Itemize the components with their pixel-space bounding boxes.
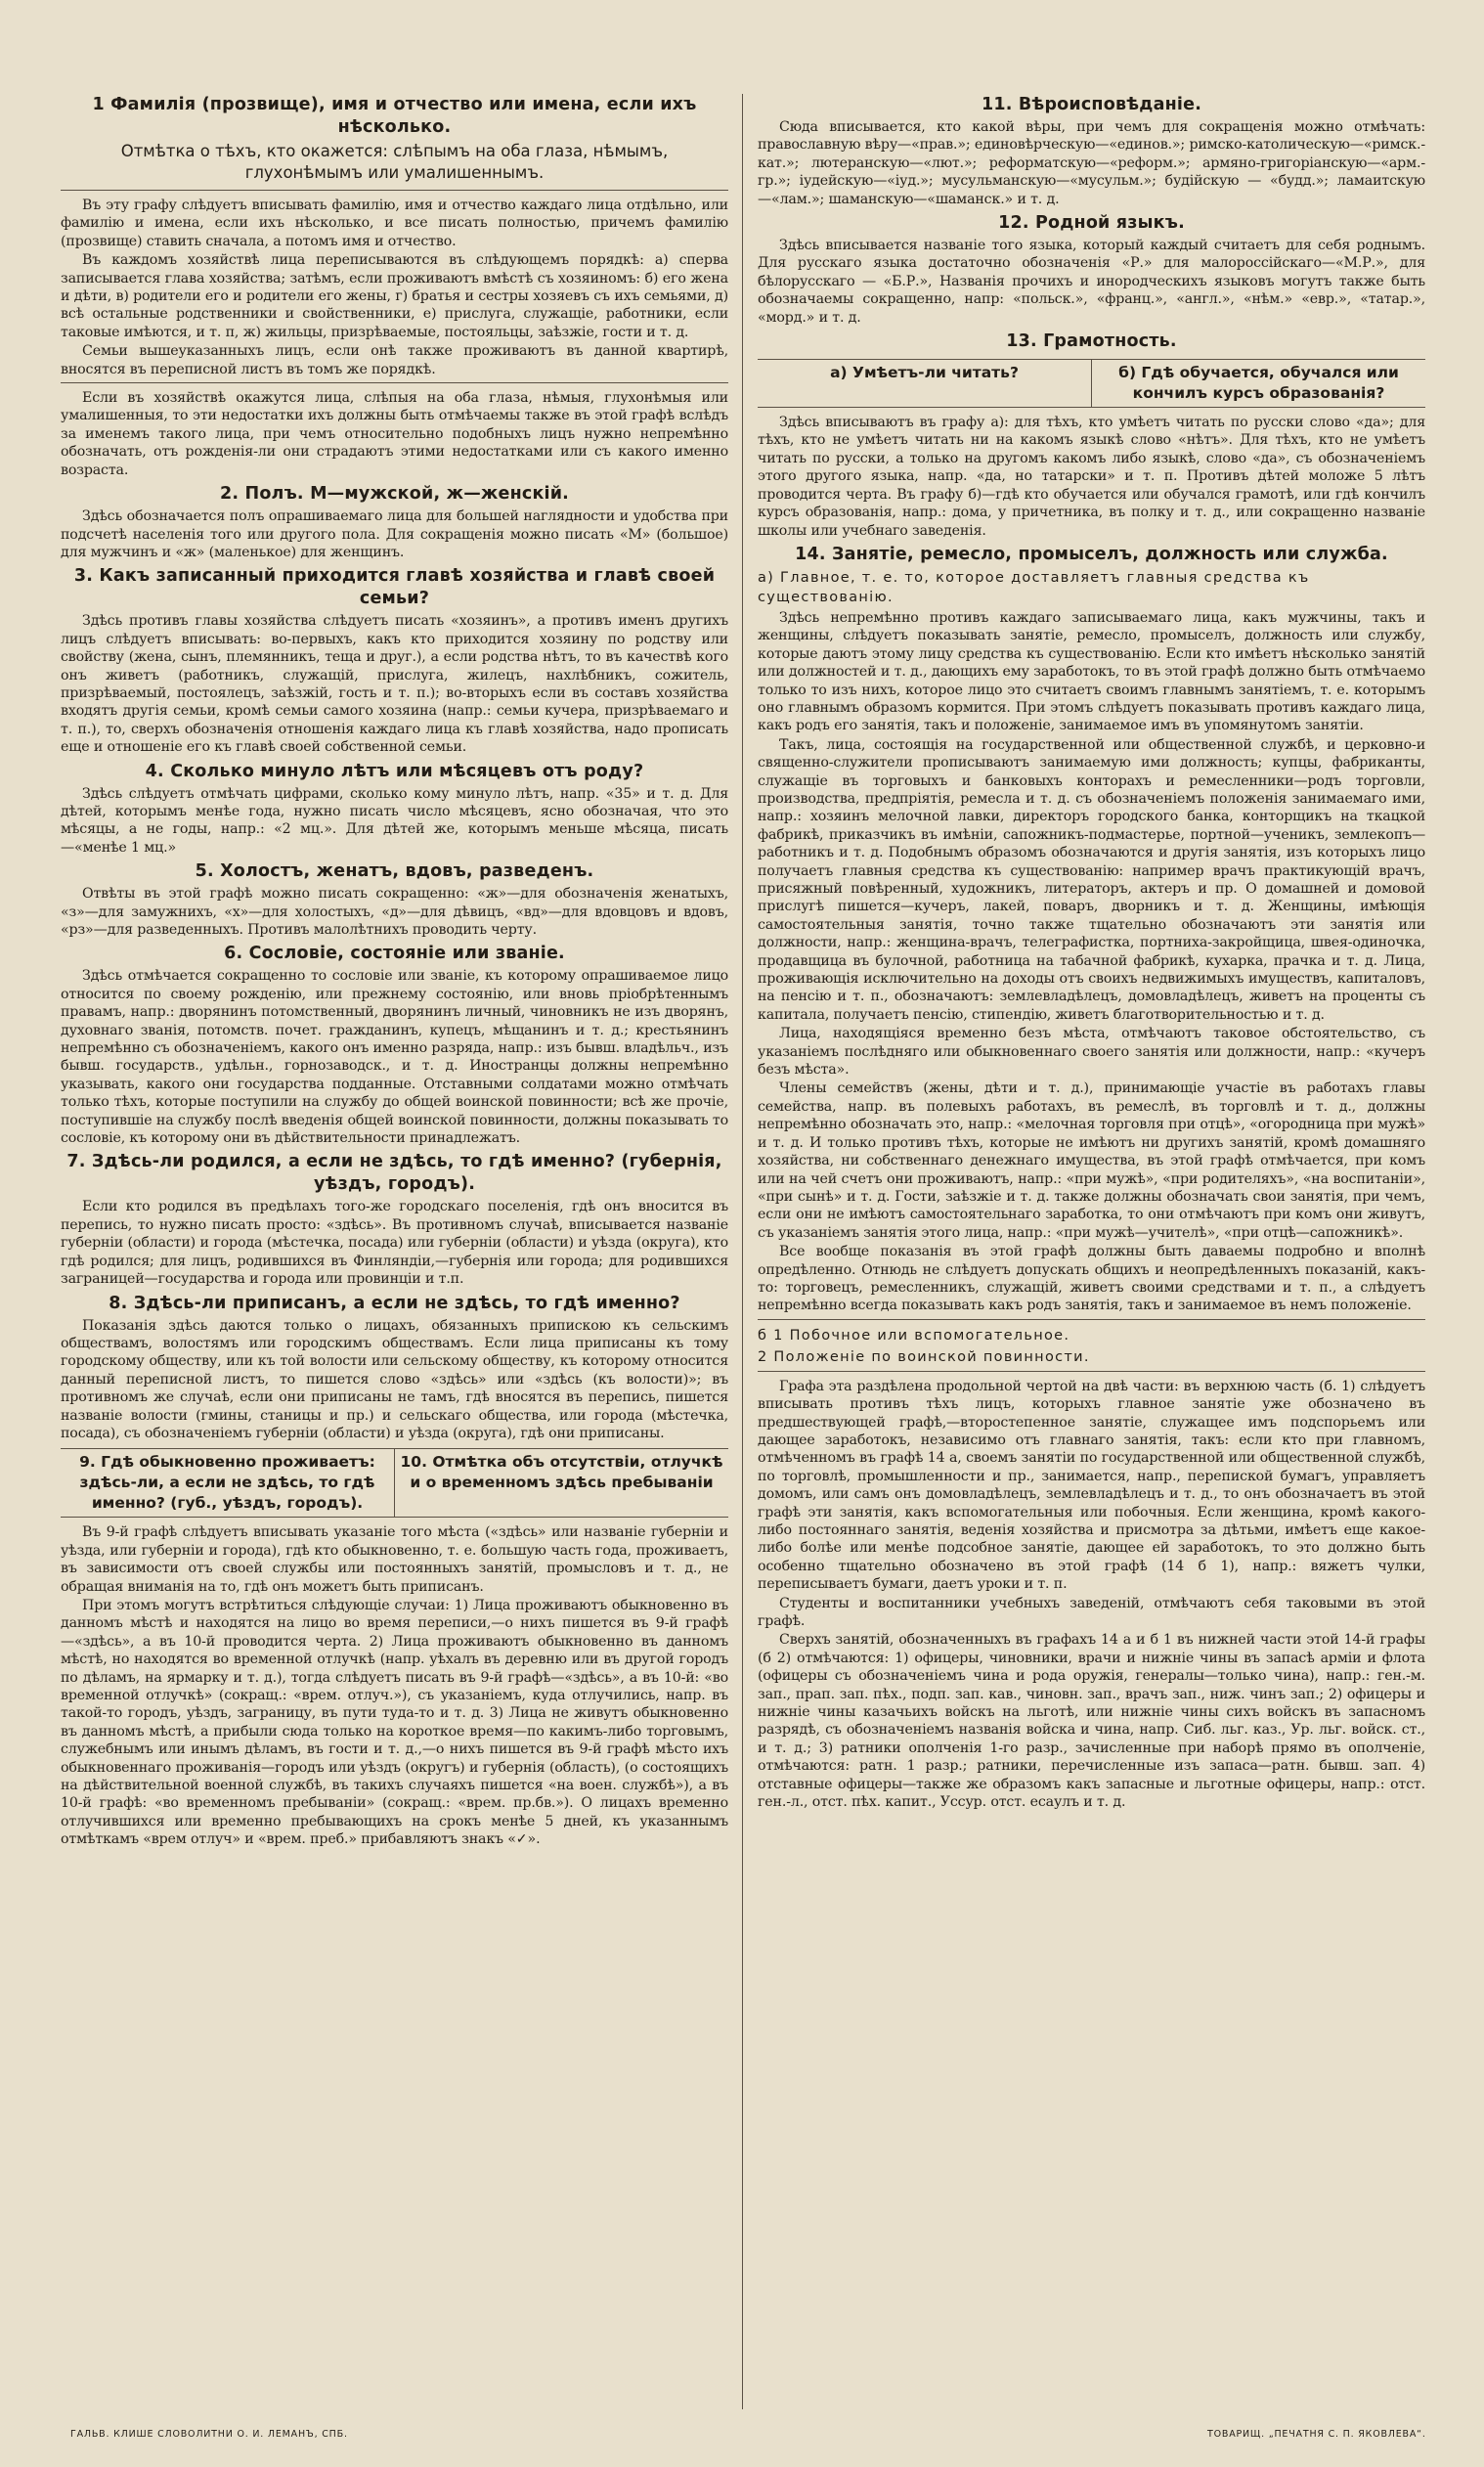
section-1-paragraph: Если въ хозяйствѣ окажутся лица, слѣпыя на оба глаза, нѣмыя, глухонѣмыя или умалишенныя, то эти недостатки ихъ должны быть отмѣчаемы также въ этой графѣ вслѣдъ за именемъ такого лица, при чемъ относительно подобныхъ лицъ нужно непремѣнно обозначать, отъ рожденія-ли они страдаютъ этими недостатками или съ какого именно возраста. (61, 390, 728, 478)
printer-imprint-left: ГАЛЬВ. КЛИШЕ СЛОВОЛИТНИ О. И. ЛЕМАНЪ, СПБ. (70, 2429, 348, 2440)
divider-rule (61, 382, 728, 383)
section-14-paragraph: Такъ, лица, состоящія на государственной или общественной службѣ, и церковно-и священно-служители прописываютъ занимаемую ими должность; купцы, фабриканты, служащіе въ торговыхъ и банковыхъ конторахъ и ремесленники—родъ торговли, производства, предпріятія, ремесла и т. д. съ обозначеніемъ положенія занимаемаго ими, напр.: хозяинъ мелочной лавки, директоръ городского банка, конторщикъ на ткацкой фабрикѣ, приказчикъ въ имѣніи, сапожникъ-подмастерье, портной—ученикъ, землекопъ—работникъ и т. д. Подобнымъ образомъ обозначаются и другія занятія, изъ которыхъ лицо получаетъ главныя средства къ существованію: например врачъ практикующій врачъ, присяжный повѣренный, художникъ, литераторъ, актеръ и пр. О домашней и домовой прислугѣ пишется—кучеръ, лакей, поваръ, дворникъ и т. д. Женщины, имѣющія самостоятельныя занятія, точно также тщательно обозначаютъ эти занятія или должности, напр.: женщина-врачъ, телеграфистка, портниха-закройщица, швея-одиночка, продавщица въ булочной, работница на табачной фабрикѣ, кухарка, прачка и т. д. Лица, проживающія исключительно на доходы отъ своихъ недвижимыхъ имуществъ, капиталовъ, на пенсію и т. п., обозначаютъ: землевладѣлецъ, домовладѣлецъ, живетъ на проценты съ капитала, получаетъ пенсію, стипендію, живетъ благотворительностью и т. д. (758, 736, 1425, 1023)
section-14-title: 14. Занятіе, ремесло, промыселъ, должность или служба. (795, 544, 1388, 564)
section-8-title: 8. Здѣсь-ли приписанъ, а если не здѣсь, то гдѣ именно? (109, 1293, 680, 1313)
section-6-title: 6. Сословіе, состояніе или званіе. (224, 944, 565, 964)
section-14-a-subtitle: а) Главное, т. е. то, которое доставляетъ главныя средства къ существованію. (758, 569, 1310, 605)
section-13-a-title: а) Умѣетъ-ли читать? (830, 364, 1019, 382)
section-10-title: 10. Отмѣтка объ отсутствіи, отлучкѣ и о временномъ здѣсь пребываніи (400, 1453, 723, 1492)
section-8-paragraph: Показанія здѣсь даются только о лицахъ, обязанныхъ припискою къ сельскимъ обществамъ, волостямъ или городскимъ обществамъ. Если лица приписаны къ тому городскому обществу, или къ той волости или сельскому обществу, къ которому относится данный переписной листъ, то пишется слово «здѣсь» или «здѣсь (къ волости)»; въ противномъ же случаѣ, если они приписаны не тамъ, гдѣ вносятся въ перепись, пишется названіе волости (гмины, станицы и пр.) и сельскаго общества, или города (мѣстечка, посада), съ обозначеніемъ губерніи (области) и уѣзда (округа), гдѣ они приписаны. (61, 1317, 728, 1441)
section-12-paragraph: Здѣсь вписывается названіе того языка, который каждый считаетъ для себя роднымъ. Для русскаго языка достаточно обозначенія «Р.» для малороссійскаго—«М.Р.», для бѣлорусскаго — «Б.Р.», Названія прочихъ и инородческихъ языковъ могутъ также быть обозначаемы сокращенно, напр: «польск.», «франц.», «англ.», «нѣм.» «евр.», «татар.», «морд.» и т. д. (758, 238, 1425, 326)
section-13-title: 13. Грамотность. (1006, 331, 1177, 352)
section-9-header-cell (61, 1449, 394, 1517)
section-11-paragraph: Сюда вписывается, кто какой вѣры, при чемъ для сокращенія можно отмѣчать: православную вѣру—«прав.»; единовѣрческую—«единов.»; римско-католическую—«римск.-кат.»; лютеранскую—«лют.»; реформатскую—«реформ.»; армяно-григоріанскую—«арм.-гр.»; іудейскую—«іуд.»; мусульманскую—«мусульм.»; будійскую — «будд.»; ламаитскую—«лам.»; шаманскую—«шаманск.» и т. д. (758, 119, 1425, 207)
section-14-paragraph: Здѣсь непремѣнно противъ каждаго записываемаго лица, какъ мужчины, такъ и женщины, слѣдуетъ показывать занятіе, ремесло, промыселъ, должность или службу, которые даютъ этому лицу средства къ существованію. Если кто имѣетъ нѣсколько занятій или должностей и т. д., дающихъ ему заработокъ, то въ этой графѣ должно быть отмѣчаемо только то изъ нихъ, которое лицо это считаетъ своимъ главнымъ занятіемъ, т. е. которымъ оно главнымъ образомъ кормится. При этомъ слѣдуетъ показывать противъ каждаго лица, какъ родъ его занятія, такъ и положеніе, занимаемое имъ въ упомянутомъ занятіи. (758, 609, 1425, 734)
section-3-paragraph: Здѣсь противъ главы хозяйства слѣдуетъ писать «хозяинъ», а противъ именъ другихъ лицъ слѣдуетъ вписывать: во-первыхъ, какъ кто приходится хозяину по родству или свойству (жена, сынъ, племянникъ, теща и друг.), а если родства нѣтъ, то въ качествѣ кого онъ живетъ (работникъ, служащій, прислуга, жилецъ, нахлѣбникъ, сожитель, призрѣваемый, постоялецъ, заѣзжій, гость и т. п.); во-вторыхъ если въ составъ хозяйства входятъ другія семьи, кромѣ семьи самого хозяина (напр.: семьи кучера, призрѣваемаго и т. п.), то, сверхъ обозначенія отношенія каждаго лица къ главѣ хозяйства, надо прописать еще и отношеніе его къ главѣ своей собственной семьи. (61, 613, 728, 756)
section-9-title: 9. Гдѣ обыкновенно проживаетъ: здѣсь-ли, а если не здѣсь, то гдѣ именно? (губ., уѣздъ, городъ). (79, 1453, 375, 1513)
section-1-paragraph: Въ эту графу слѣдуетъ вписывать фамилію, имя и отчество каждаго лица отдѣльно, или фамилію и имена, если ихъ нѣсколько, и все писать полностью, причемъ фамилію (прозвище) ставить сначала, а потомъ имя и отчество. (61, 198, 728, 249)
section-14-b1-subtitle: б 1 Побочное или вспомогательное. (758, 1327, 1070, 1344)
section-13-a-cell (758, 360, 1091, 407)
section-14-paragraph: Все вообще показанія въ этой графѣ должны быть даваемы подробно и вполнѣ опредѣленно. Отнюдь не слѣдуетъ допускать общихъ и неопредѣленныхъ показаній, какъ-то: торговецъ, ремесленникъ, служащій, живетъ своими средствами и т. п., а слѣдуетъ непремѣнно всегда показывать какъ родъ занятія, такъ и занимаемое въ немъ положеніе. (758, 1244, 1425, 1314)
section-9-paragraph: Въ 9-й графѣ слѣдуетъ вписывать указаніе того мѣста («здѣсь» или названіе губерніи и уѣзда, или губерніи и города), гдѣ кто обыкновенно, т. е. большую часть года, проживаетъ, въ зависимости отъ своей службы или постоянныхъ занятій, промысловъ и т. д., не обращая вниманія на то, гдѣ онъ можетъ быть приписанъ. (61, 1524, 728, 1595)
section-3-title: 3. Какъ записанный приходится главѣ хозяйства и главѣ своей семьи? (73, 566, 716, 609)
divider-rule (758, 1371, 1425, 1372)
section-7-paragraph: Если кто родился въ предѣлахъ того-же городскаго поселенія, гдѣ онъ вносится въ перепись, то нужно писать просто: «здѣсь». Въ противномъ случаѣ, вписывается названіе губерніи (области) и города (мѣстечка, посада) или губерніи (области) и уѣзда (округа), кто гдѣ родился; для лицъ, родившихся въ Финляндіи,—губернія или города; для родившихся заграницей—государства и города или провинціи и т.п. (61, 1199, 728, 1288)
section-6-paragraph: Здѣсь отмѣчается сокращенно то сословіе или званіе, къ которому опрашиваемое лицо относится по своему рожденію, или прежнему состоянію, или вновь пріобрѣтеннымъ правамъ, напр.: дворянинъ потомственный, дворянинъ личный, чиновникъ не изъ дворянъ, духовнаго званія, потомств. почет. гражданинъ, купецъ, мѣщанинъ и т. д.; крестьянинъ непремѣнно съ обозначеніемъ, какого онъ именно разряда, напр.: изъ бывш. владѣльч., изъ бывш. государств., удѣльн., горнозаводск., и т. д. Иностранцы должны непремѣнно указывать, какого они государства подданные. Отставными солдатами можно отмѣчать только тѣхъ, которые поступили на службу до общей воинской повинности; всѣ же прочіе, поступившіе на службу послѣ введенія общей воинской повинности, должны показывать то сословіе, къ которому они въ дѣйствительности принадлежатъ. (61, 968, 728, 1147)
section-1-paragraph: Семьи вышеуказанныхъ лицъ, если онѣ также проживаютъ въ данной квартирѣ, вносятся въ переписной листъ въ томъ же порядкѣ. (61, 343, 728, 377)
section-14-paragraph: Лица, находящіяся временно безъ мѣста, отмѣчаютъ таковое обстоятельство, съ указаніемъ послѣдняго или обыкновеннаго своего занятія или должности, напр.: «кучеръ безъ мѣста». (758, 1026, 1425, 1079)
section-12-title: 12. Родной языкъ. (998, 213, 1185, 234)
divider-rule (61, 190, 728, 191)
section-14-paragraph: Студенты и воспитанники учебныхъ заведеній, отмѣчаютъ себя таковыми въ этой графѣ. (758, 1595, 1425, 1630)
left-column (61, 90, 728, 2398)
section-4-paragraph: Здѣсь слѣдуетъ отмѣчать цифрами, сколько кому минуло лѣтъ, напр. «35» и т. д. Для дѣтей, которымъ менѣе года, нужно писать число мѣсяцевъ, ясно обозначая, что это мѣсяцы, а не годы, напр.: «2 мц.». Для дѣтей же, которымъ меньше мѣсяца, писать—«менѣе 1 мц.» (61, 785, 728, 856)
section-11-title: 11. Вѣроисповѣданіе. (981, 95, 1202, 114)
section-2-title: 2. Полъ. М—мужской, ж—женскій. (219, 484, 570, 505)
section-2-paragraph: Здѣсь обозначается полъ опрашиваемаго лица для большей наглядности и удобства при подсчетѣ населенія того или другого пола. Для сокращенія можно писать «М» (большое) для мужчинъ и «ж» (маленькое) для женщинъ. (61, 508, 728, 560)
section-14-paragraph: Графа эта раздѣлена продольной чертой на двѣ части: въ верхнюю часть (б. 1) слѣдуетъ вписывать противъ тѣхъ лицъ, которыхъ главное занятіе уже обозначено въ предшествующей графѣ,—второстепенное занятіе, служащее имъ подспорьемъ или дающее заработокъ, независимо отъ главнаго занятія, такъ: если кто при главномъ, отмѣченномъ въ графѣ 14 а, своемъ занятіи по государственной или общественной службѣ, по торговлѣ, промышленности и пр., занимается, напр., перепиской бумагъ, управляетъ домомъ, или самъ онъ домовладѣлецъ, землевладѣлецъ и т. д., то онъ обозначаетъ въ этой графѣ эти занятія, какъ вспомогательныя или побочныя. Если женщина, кромѣ какого-либо постояннаго занятія, веденія хозяйства и присмотра за дѣтьми, имѣетъ еще какое-либо болѣе или менѣе подсобное занятіе, дающее ей заработокъ, то это должно быть особенно тщательно обозначено въ этой графѣ (14 б 1), напр.: вяжетъ чулки, переписываетъ бумаги, даетъ уроки и т. п. (758, 1378, 1425, 1593)
section-1-title: 1 Фамилія (прозвище), имя и отчество или имена, если ихъ нѣсколько. (92, 95, 697, 137)
section-14-b2-subtitle: 2 Положеніе по воинской повинности. (758, 1348, 1090, 1365)
divider-rule (758, 1319, 1425, 1320)
section-4-title: 4. Сколько минуло лѣтъ или мѣсяцевъ отъ роду? (145, 761, 644, 781)
section-1-note: Отмѣтка о тѣхъ, кто окажется: слѣпымъ на оба глаза, нѣмымъ, глухонѣмымъ или умалишеннымъ. (120, 142, 669, 182)
printer-imprint-right: ТОВАРИЩ. „ПЕЧАТНЯ С. П. ЯКОВЛЕВА“. (1207, 2429, 1426, 2440)
section-10-header-cell (394, 1449, 728, 1517)
section-13-header (758, 359, 1425, 408)
section-7-title: 7. Здѣсь-ли родился, а если не здѣсь, то гдѣ именно? (губернія, уѣздъ, городъ). (66, 1152, 722, 1195)
column-divider (742, 94, 743, 2409)
right-column (758, 90, 1425, 2398)
section-1-paragraph: Въ каждомъ хозяйствѣ лица переписываются въ слѣдующемъ порядкѣ: а) сперва записывается глава хозяйства; затѣмъ, если проживаютъ вмѣстѣ съ хозяиномъ: б) его жена и дѣти, в) родители его и родители его жены, г) братья и сестры хозяевъ съ ихъ семьями, д) всѣ остальные родственники и свойственники, е) прислуга, служащіе, работники, если таковые имѣются, и т. п, ж) жильцы, призрѣваемые, постояльцы, заѣзжіе, гости и т. д. (61, 252, 728, 340)
section-5-title: 5. Холостъ, женатъ, вдовъ, разведенъ. (195, 861, 594, 882)
section-13-b-title: б) Гдѣ обучается, обучался или кончилъ курсъ образованія? (1118, 364, 1399, 403)
section-14-paragraph: Члены семействъ (жены, дѣти и т. д.), принимающіе участіе въ работахъ главы семейства, напр. въ полевыхъ работахъ, въ ремеслѣ, въ торговлѣ и т. д., должны непремѣнно обозначать это, напр.: «мелочная торговля при отцѣ», «огородница при мужѣ» и т. д. И только противъ тѣхъ, которые не имѣютъ ни другихъ занятій, кромѣ домашняго хозяйства, ни собственнаго денежнаго имущества, въ этой графѣ отмѣчается, при комъ или на чей счетъ они проживаютъ, напр.: «при мужѣ», «при родителяхъ», «на воспитаніи», «при сынѣ» и т. д. Гости, заѣзжіе и т. д. также должны обозначать свои занятія, при чемъ, если они не имѣютъ самостоятельнаго заработка, то они отмѣчаютъ при комъ они живутъ, съ указаніемъ занятія этого лица, напр.: «при мужѣ—учителѣ», «при отцѣ—сапожникѣ». (758, 1080, 1425, 1241)
section-5-paragraph: Отвѣты въ этой графѣ можно писать сокращенно: «ж»—для обозначенія женатыхъ, «з»—для замужнихъ, «х»—для холостыхъ, «д»—для дѣвицъ, «вд»—для вдовцовъ и вдовъ, «рз»—для разведенныхъ. Противъ малолѣтнихъ проводить черту. (61, 886, 728, 938)
section-13-b-cell (1091, 360, 1425, 407)
section-13-paragraph: Здѣсь вписываютъ въ графу а): для тѣхъ, кто умѣетъ читать по русски слово «да»; для тѣхъ, кто не умѣетъ читать ни на какомъ языкѣ слово «нѣтъ». Для тѣхъ, кто не умѣетъ читать по русски, а только на другомъ какомъ либо языкѣ, слово «да», съ обозначеніемъ этого другого языка, напр. «да, но татарски» и т. п. Противъ дѣтей моложе 5 лѣтъ проводится черта. Въ графу б)—гдѣ кто обучается или обучался грамотѣ, или гдѣ кончилъ курсъ образованія, напр.: дома, у причетника, въ полку и т. д., или сокращенно названіе школы или учебнаго заведенія. (758, 415, 1425, 539)
section-9-paragraph: При этомъ могутъ встрѣтиться слѣдующіе случаи: 1) Лица проживаютъ обыкновенно въ данномъ мѣстѣ и находятся на лицо во время переписи,—о нихъ пишется въ 9-й графѣ—«здѣсь», а въ 10-й проводится черта. 2) Лица проживаютъ обыкновенно въ данномъ мѣстѣ, но находятся во временной отлучкѣ (напр. уѣхалъ въ деревню или въ другой городъ по дѣламъ, на ярмарку и т. д.), тогда слѣдуетъ писать въ 9-й графѣ—«здѣсь», а въ 10-й: «во временной отлучкѣ» (сокращ.: «врем. отлуч.»), съ указаніемъ, куда отлучились, напр. въ такой-то городъ, уѣздъ, заграницу, въ пути туда-то и т. д. 3) Лица не живутъ обыкновенно въ данномъ мѣстѣ, а прибыли сюда только на короткое время—по какимъ-либо торговымъ, служебнымъ или инымъ дѣламъ, въ гости и т. д.,—о нихъ пишется въ 9-й графѣ мѣсто ихъ обыкновеннаго проживанія—городъ или уѣздъ (округъ) и губернія (область), (о состоящихъ на дѣйствительной военной службѣ, въ такихъ случаяхъ пишется «на воен. службѣ»), а въ 10-й графѣ: «во временномъ пребываніи» (сокращ.: «врем. пр.бв.»). О лицахъ временно отлучившихся или временно пребывающихъ на срокъ менѣе 5 дней, къ указаннымъ отмѣткамъ «врем отлуч» и «врем. преб.» прибавляютъ знакъ «✓». (61, 1597, 728, 1848)
section-14-paragraph: Сверхъ занятій, обозначенныхъ въ графахъ 14 а и б 1 въ нижней части этой 14-й графы (б 2) отмѣчаются: 1) офицеры, чиновники, врачи и нижніе чины въ запасѣ арміи и флота (офицеры съ обозначеніемъ чина и рода оружія, генералы—только чина), напр.: ген.-м. зап., прап. зап. пѣх., подп. зап. кав., чиновн. зап., врачъ зап., ниж. чинъ зап.; 2) офицеры и нижніе чины казачьихъ войскъ на льготѣ, или нижніе чины сихъ войскъ въ запасномъ разрядѣ, съ обозначеніемъ названія войска и чина, напр. Сиб. льг. каз., Ур. льг. войск. ст., и т. д.; 3) ратники ополченія 1-го разр., зачисленные при наборѣ прямо въ ополченіе, отмѣчаются: ратн. 1 разр.; ратники, перечисленные изъ запаса—ратн. бывш. зап. 4) отставные офицеры—также же образомъ какъ запасные и льготные офицеры, напр.: отст. ген.-л., отст. пѣх. капит., Уссур. отст. есаулъ и т. д. (758, 1632, 1425, 1811)
section-9-10-header (61, 1448, 728, 1518)
